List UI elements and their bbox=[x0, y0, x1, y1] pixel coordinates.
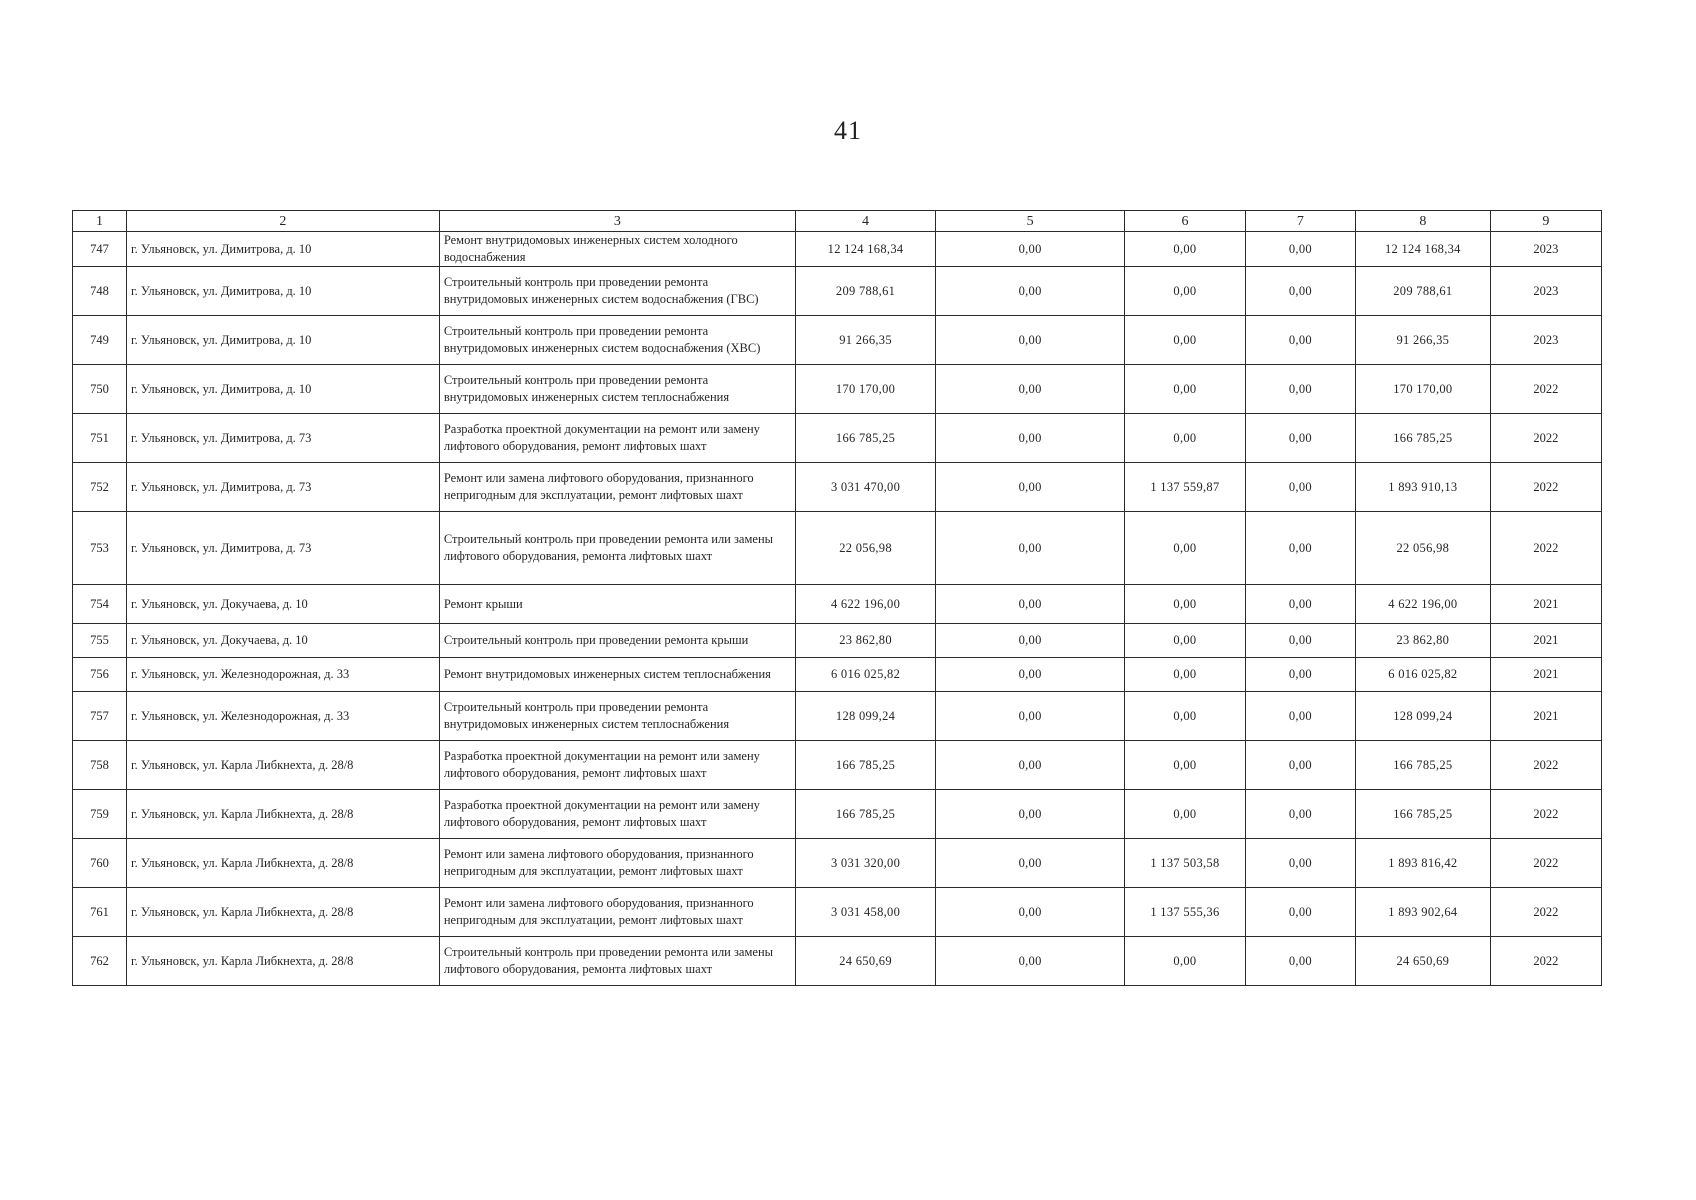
address-cell: г. Ульяновск, ул. Димитрова, д. 73 bbox=[126, 512, 439, 585]
col-5-value: 0,00 bbox=[936, 463, 1125, 512]
table-row bbox=[73, 585, 1602, 624]
col-6-value: 0,00 bbox=[1125, 316, 1246, 365]
col-4-value: 3 031 458,00 bbox=[795, 888, 935, 937]
col-4-value: 166 785,25 bbox=[795, 414, 935, 463]
col-8-value: 1 893 816,42 bbox=[1355, 839, 1490, 888]
col-6-value: 1 137 555,36 bbox=[1125, 888, 1246, 937]
header-col-8: 8 bbox=[1355, 211, 1490, 232]
work-type-cell: Ремонт или замена лифтового оборудования, признанного непригодным для эксплуатации, ремонт лифтовых шахт bbox=[439, 839, 795, 888]
row-number: 748 bbox=[73, 267, 127, 316]
row-number: 751 bbox=[73, 414, 127, 463]
table-body bbox=[73, 232, 1602, 986]
year-cell: 2022 bbox=[1490, 937, 1601, 986]
col-6-value: 0,00 bbox=[1125, 741, 1246, 790]
col-5-value: 0,00 bbox=[936, 512, 1125, 585]
table-header bbox=[73, 211, 1602, 232]
col-4-value: 3 031 470,00 bbox=[795, 463, 935, 512]
col-7-value: 0,00 bbox=[1245, 463, 1355, 512]
col-4-value: 24 650,69 bbox=[795, 937, 935, 986]
col-8-value: 166 785,25 bbox=[1355, 790, 1490, 839]
row-number: 753 bbox=[73, 512, 127, 585]
col-4-value: 22 056,98 bbox=[795, 512, 935, 585]
work-type-cell: Разработка проектной документации на ремонт или замену лифтового оборудования, ремонт лифтовых шахт bbox=[439, 414, 795, 463]
work-type-cell: Строительный контроль при проведении ремонта внутридомовых инженерных систем водоснабжения (ГВС) bbox=[439, 267, 795, 316]
row-number: 755 bbox=[73, 624, 127, 658]
table-row bbox=[73, 839, 1602, 888]
row-number: 750 bbox=[73, 365, 127, 414]
page-number: 41 bbox=[834, 116, 862, 145]
header-col-2: 2 bbox=[126, 211, 439, 232]
col-5-value: 0,00 bbox=[936, 267, 1125, 316]
year-cell: 2022 bbox=[1490, 414, 1601, 463]
year-cell: 2022 bbox=[1490, 741, 1601, 790]
work-type-cell: Строительный контроль при проведении ремонта или замены лифтового оборудования, ремонта лифтовых шахт bbox=[439, 512, 795, 585]
row-number: 758 bbox=[73, 741, 127, 790]
address-cell: г. Ульяновск, ул. Димитрова, д. 10 bbox=[126, 316, 439, 365]
col-7-value: 0,00 bbox=[1245, 692, 1355, 741]
col-8-value: 1 893 902,64 bbox=[1355, 888, 1490, 937]
work-type-cell: Строительный контроль при проведении ремонта или замены лифтового оборудования, ремонта лифтовых шахт bbox=[439, 937, 795, 986]
col-5-value: 0,00 bbox=[936, 232, 1125, 267]
work-type-cell: Разработка проектной документации на ремонт или замену лифтового оборудования, ремонт лифтовых шахт bbox=[439, 741, 795, 790]
col-8-value: 166 785,25 bbox=[1355, 741, 1490, 790]
header-col-4: 4 bbox=[795, 211, 935, 232]
work-type-cell: Разработка проектной документации на ремонт или замену лифтового оборудования, ремонт лифтовых шахт bbox=[439, 790, 795, 839]
work-type-cell: Строительный контроль при проведении ремонта внутридомовых инженерных систем теплоснабжения bbox=[439, 692, 795, 741]
col-7-value: 0,00 bbox=[1245, 267, 1355, 316]
col-5-value: 0,00 bbox=[936, 585, 1125, 624]
year-cell: 2022 bbox=[1490, 839, 1601, 888]
col-7-value: 0,00 bbox=[1245, 414, 1355, 463]
row-number: 757 bbox=[73, 692, 127, 741]
col-5-value: 0,00 bbox=[936, 658, 1125, 692]
col-6-value: 0,00 bbox=[1125, 790, 1246, 839]
col-5-value: 0,00 bbox=[936, 888, 1125, 937]
header-col-6: 6 bbox=[1125, 211, 1246, 232]
header-col-9: 9 bbox=[1490, 211, 1601, 232]
col-5-value: 0,00 bbox=[936, 937, 1125, 986]
col-8-value: 4 622 196,00 bbox=[1355, 585, 1490, 624]
col-5-value: 0,00 bbox=[936, 741, 1125, 790]
col-8-value: 1 893 910,13 bbox=[1355, 463, 1490, 512]
year-cell: 2023 bbox=[1490, 232, 1601, 267]
table-row bbox=[73, 937, 1602, 986]
row-number: 762 bbox=[73, 937, 127, 986]
col-4-value: 166 785,25 bbox=[795, 790, 935, 839]
table-row bbox=[73, 414, 1602, 463]
col-4-value: 170 170,00 bbox=[795, 365, 935, 414]
col-8-value: 24 650,69 bbox=[1355, 937, 1490, 986]
year-cell: 2023 bbox=[1490, 267, 1601, 316]
col-6-value: 0,00 bbox=[1125, 414, 1246, 463]
col-6-value: 0,00 bbox=[1125, 365, 1246, 414]
address-cell: г. Ульяновск, ул. Железнодорожная, д. 33 bbox=[126, 658, 439, 692]
year-cell: 2022 bbox=[1490, 790, 1601, 839]
table-row bbox=[73, 463, 1602, 512]
col-7-value: 0,00 bbox=[1245, 512, 1355, 585]
work-type-cell: Ремонт внутридомовых инженерных систем холодного водоснабжения bbox=[439, 232, 795, 267]
col-8-value: 209 788,61 bbox=[1355, 267, 1490, 316]
year-cell: 2021 bbox=[1490, 624, 1601, 658]
col-6-value: 0,00 bbox=[1125, 658, 1246, 692]
work-type-cell: Строительный контроль при проведении ремонта внутридомовых инженерных систем теплоснабжения bbox=[439, 365, 795, 414]
address-cell: г. Ульяновск, ул. Карла Либкнехта, д. 28/8 bbox=[126, 888, 439, 937]
row-number: 749 bbox=[73, 316, 127, 365]
col-4-value: 166 785,25 bbox=[795, 741, 935, 790]
table-row bbox=[73, 512, 1602, 585]
header-col-1: 1 bbox=[73, 211, 127, 232]
capital-repair-table bbox=[72, 210, 1602, 986]
col-5-value: 0,00 bbox=[936, 839, 1125, 888]
col-7-value: 0,00 bbox=[1245, 937, 1355, 986]
address-cell: г. Ульяновск, ул. Димитрова, д. 10 bbox=[126, 365, 439, 414]
table-row bbox=[73, 790, 1602, 839]
col-4-value: 6 016 025,82 bbox=[795, 658, 935, 692]
col-7-value: 0,00 bbox=[1245, 585, 1355, 624]
table-row bbox=[73, 365, 1602, 414]
col-6-value: 0,00 bbox=[1125, 267, 1246, 316]
row-number: 752 bbox=[73, 463, 127, 512]
col-7-value: 0,00 bbox=[1245, 790, 1355, 839]
header-col-7: 7 bbox=[1245, 211, 1355, 232]
year-cell: 2023 bbox=[1490, 316, 1601, 365]
col-5-value: 0,00 bbox=[936, 790, 1125, 839]
col-6-value: 1 137 559,87 bbox=[1125, 463, 1246, 512]
year-cell: 2022 bbox=[1490, 463, 1601, 512]
address-cell: г. Ульяновск, ул. Докучаева, д. 10 bbox=[126, 624, 439, 658]
col-8-value: 23 862,80 bbox=[1355, 624, 1490, 658]
col-4-value: 12 124 168,34 bbox=[795, 232, 935, 267]
col-5-value: 0,00 bbox=[936, 624, 1125, 658]
col-8-value: 166 785,25 bbox=[1355, 414, 1490, 463]
col-7-value: 0,00 bbox=[1245, 839, 1355, 888]
address-cell: г. Ульяновск, ул. Карла Либкнехта, д. 28/8 bbox=[126, 790, 439, 839]
work-type-cell: Ремонт или замена лифтового оборудования, признанного непригодным для эксплуатации, ремонт лифтовых шахт bbox=[439, 463, 795, 512]
work-type-cell: Ремонт внутридомовых инженерных систем теплоснабжения bbox=[439, 658, 795, 692]
col-8-value: 170 170,00 bbox=[1355, 365, 1490, 414]
col-6-value: 1 137 503,58 bbox=[1125, 839, 1246, 888]
year-cell: 2022 bbox=[1490, 888, 1601, 937]
col-7-value: 0,00 bbox=[1245, 316, 1355, 365]
col-7-value: 0,00 bbox=[1245, 624, 1355, 658]
table-row bbox=[73, 232, 1602, 267]
table-row bbox=[73, 741, 1602, 790]
col-8-value: 128 099,24 bbox=[1355, 692, 1490, 741]
work-type-cell: Ремонт или замена лифтового оборудования, признанного непригодным для эксплуатации, ремонт лифтовых шахт bbox=[439, 888, 795, 937]
col-5-value: 0,00 bbox=[936, 692, 1125, 741]
address-cell: г. Ульяновск, ул. Карла Либкнехта, д. 28/8 bbox=[126, 839, 439, 888]
table-row bbox=[73, 624, 1602, 658]
col-4-value: 23 862,80 bbox=[795, 624, 935, 658]
table-row bbox=[73, 267, 1602, 316]
table-row bbox=[73, 658, 1602, 692]
address-cell: г. Ульяновск, ул. Димитрова, д. 73 bbox=[126, 414, 439, 463]
address-cell: г. Ульяновск, ул. Димитрова, д. 10 bbox=[126, 232, 439, 267]
header-row bbox=[73, 211, 1602, 232]
col-7-value: 0,00 bbox=[1245, 741, 1355, 790]
col-6-value: 0,00 bbox=[1125, 692, 1246, 741]
col-6-value: 0,00 bbox=[1125, 232, 1246, 267]
table-row bbox=[73, 888, 1602, 937]
col-7-value: 0,00 bbox=[1245, 658, 1355, 692]
address-cell: г. Ульяновск, ул. Карла Либкнехта, д. 28/8 bbox=[126, 937, 439, 986]
row-number: 747 bbox=[73, 232, 127, 267]
col-7-value: 0,00 bbox=[1245, 888, 1355, 937]
col-8-value: 6 016 025,82 bbox=[1355, 658, 1490, 692]
year-cell: 2021 bbox=[1490, 658, 1601, 692]
col-6-value: 0,00 bbox=[1125, 512, 1246, 585]
col-6-value: 0,00 bbox=[1125, 624, 1246, 658]
row-number: 761 bbox=[73, 888, 127, 937]
col-5-value: 0,00 bbox=[936, 365, 1125, 414]
address-cell: г. Ульяновск, ул. Димитрова, д. 10 bbox=[126, 267, 439, 316]
row-number: 760 bbox=[73, 839, 127, 888]
year-cell: 2021 bbox=[1490, 692, 1601, 741]
col-5-value: 0,00 bbox=[936, 414, 1125, 463]
year-cell: 2021 bbox=[1490, 585, 1601, 624]
col-4-value: 3 031 320,00 bbox=[795, 839, 935, 888]
table-row bbox=[73, 316, 1602, 365]
address-cell: г. Ульяновск, ул. Докучаева, д. 10 bbox=[126, 585, 439, 624]
col-8-value: 22 056,98 bbox=[1355, 512, 1490, 585]
col-5-value: 0,00 bbox=[936, 316, 1125, 365]
col-4-value: 4 622 196,00 bbox=[795, 585, 935, 624]
col-4-value: 91 266,35 bbox=[795, 316, 935, 365]
year-cell: 2022 bbox=[1490, 365, 1601, 414]
col-7-value: 0,00 bbox=[1245, 232, 1355, 267]
address-cell: г. Ульяновск, ул. Димитрова, д. 73 bbox=[126, 463, 439, 512]
col-4-value: 128 099,24 bbox=[795, 692, 935, 741]
col-6-value: 0,00 bbox=[1125, 585, 1246, 624]
address-cell: г. Ульяновск, ул. Карла Либкнехта, д. 28/8 bbox=[126, 741, 439, 790]
work-type-cell: Строительный контроль при проведении ремонта крыши bbox=[439, 624, 795, 658]
header-col-5: 5 bbox=[936, 211, 1125, 232]
row-number: 756 bbox=[73, 658, 127, 692]
col-4-value: 209 788,61 bbox=[795, 267, 935, 316]
year-cell: 2022 bbox=[1490, 512, 1601, 585]
work-type-cell: Ремонт крыши bbox=[439, 585, 795, 624]
row-number: 759 bbox=[73, 790, 127, 839]
row-number: 754 bbox=[73, 585, 127, 624]
table-row bbox=[73, 692, 1602, 741]
col-7-value: 0,00 bbox=[1245, 365, 1355, 414]
col-6-value: 0,00 bbox=[1125, 937, 1246, 986]
address-cell: г. Ульяновск, ул. Железнодорожная, д. 33 bbox=[126, 692, 439, 741]
header-col-3: 3 bbox=[439, 211, 795, 232]
work-type-cell: Строительный контроль при проведении ремонта внутридомовых инженерных систем водоснабжения (ХВС) bbox=[439, 316, 795, 365]
col-8-value: 12 124 168,34 bbox=[1355, 232, 1490, 267]
col-8-value: 91 266,35 bbox=[1355, 316, 1490, 365]
